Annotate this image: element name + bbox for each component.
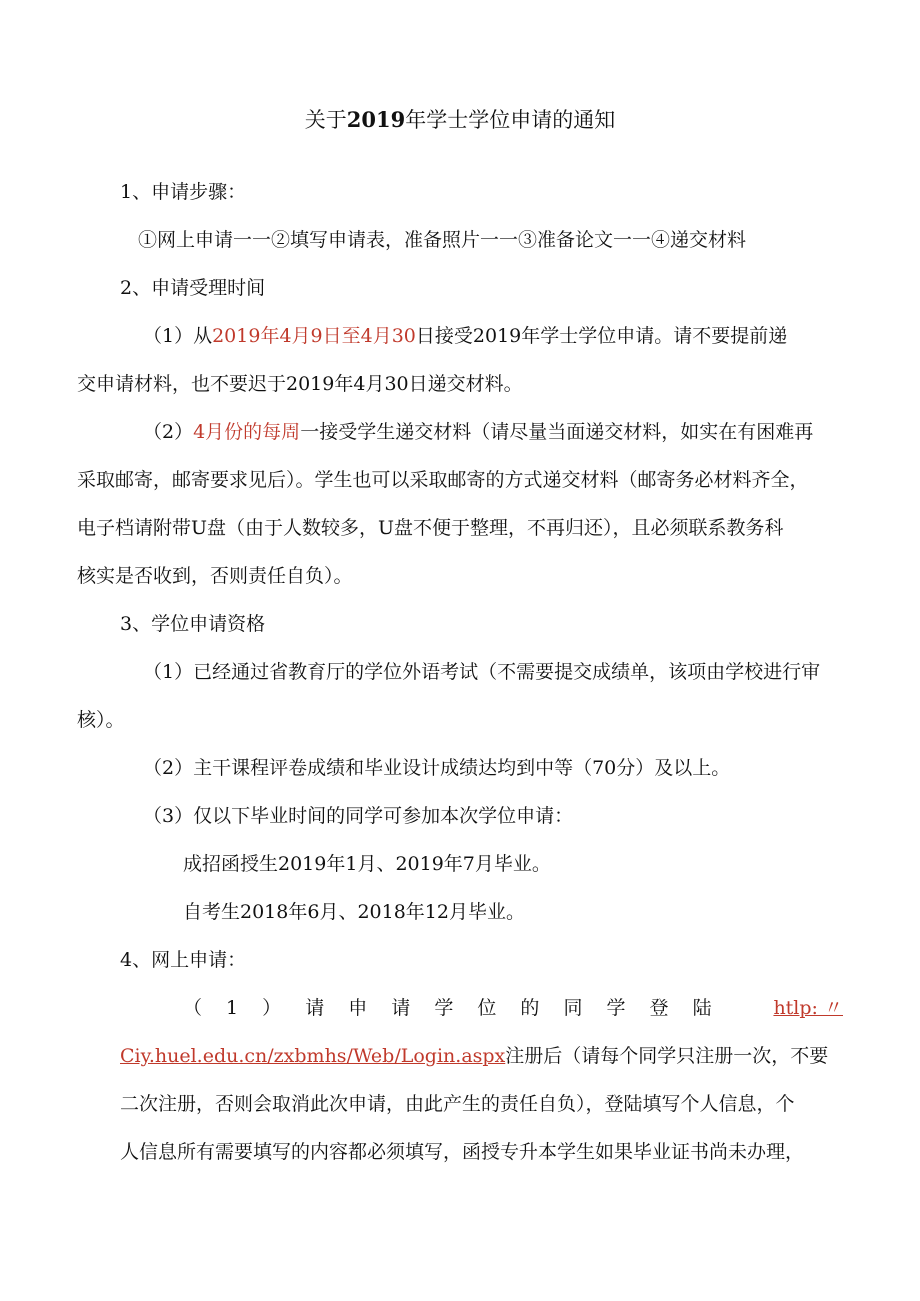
section-3-para-2: （2）主干课程评卷成绩和毕业设计成绩达均到中等（70分）及以上。 xyxy=(143,757,731,779)
section-2-para-1-line-2: 交申请材料，也不要迟于2019年4月30日递交材料。 xyxy=(77,373,523,395)
section-2-para-2-line-3: 电子档请附带U盘（由于人数较多，U盘不便于整理，不再归还），且必须联系教务科 xyxy=(77,517,784,539)
section-4-para-1-line-3: 二次注册，否则会取消此次申请，由此产生的责任自负），登陆填写个人信息，个 xyxy=(120,1093,795,1115)
section-2-para-1-line-1 xyxy=(143,324,843,348)
section-4-para-1-line-4: 人信息所有需要填写的内容都必须填写，函授专升本学生如果毕业证书尚未办理， xyxy=(120,1141,805,1163)
login-link-part-2[interactable]: Ciy.huel.edu.cn/zxbmhs/Web/Login.aspx xyxy=(120,1045,506,1067)
title-prefix: 关于 xyxy=(304,108,347,132)
graduate-group-2: 自考生2018年6月、2018年12月毕业。 xyxy=(183,901,525,923)
para-prefix: （2） xyxy=(143,421,194,443)
section-2-heading: 2、申请受理时间 xyxy=(120,277,266,299)
section-3-heading: 3、学位申请资格 xyxy=(120,613,266,635)
section-3-para-1-line-1: （1）已经通过省教育厅的学位外语考试（不需要提交成绩单，该项由学校进行审 xyxy=(143,661,821,683)
section-4-para-1-line-2 xyxy=(120,1044,828,1068)
graduate-group-1: 成招函授生2019年1月、2019年7月毕业。 xyxy=(183,853,551,875)
section-2-para-2-line-1 xyxy=(143,420,843,444)
section-3-para-3: （3）仅以下毕业时间的同学可参加本次学位申请： xyxy=(143,805,574,827)
page-title xyxy=(0,106,920,134)
section-3-para-1-line-2: 核）。 xyxy=(77,709,125,731)
weekday-highlight: 4月份的每周 xyxy=(193,421,301,443)
section-4-heading: 4、网上申请： xyxy=(120,949,247,971)
section-4-para-1-line-1 xyxy=(183,996,843,1020)
title-year: 2019 xyxy=(346,107,406,132)
para-prefix: （1）从 xyxy=(143,325,213,347)
para-text: 一接受学生递交材料（请尽量当面递交材料，如实在有困难再 xyxy=(300,421,814,443)
section-1-heading: 1、申请步骤： xyxy=(120,181,247,203)
para-lead: （ 1 ） 请 申 请 学 位 的 同 学 登 陆 xyxy=(183,997,712,1019)
section-2-para-2-line-4: 核实是否收到，否则责任自负）。 xyxy=(77,565,353,587)
para-text: 注册后（请每个同学只注册一次，不要 xyxy=(505,1045,829,1067)
application-steps: ①网上申请一一②填写申请表，准备照片一一③准备论文一一④递交材料 xyxy=(138,229,747,251)
date-range-highlight: 2019年4月9日至4月30 xyxy=(212,325,416,347)
title-suffix: 年学士学位申请的通知 xyxy=(405,108,616,132)
section-2-para-2-line-2: 采取邮寄，邮寄要求见后）。学生也可以采取邮寄的方式递交材料（邮寄务必材料齐全， xyxy=(77,469,809,491)
login-link-part-1[interactable]: htlp: 〃 xyxy=(773,997,843,1019)
para-text: 日接受2019年学士学位申请。请不要提前递 xyxy=(415,325,788,347)
